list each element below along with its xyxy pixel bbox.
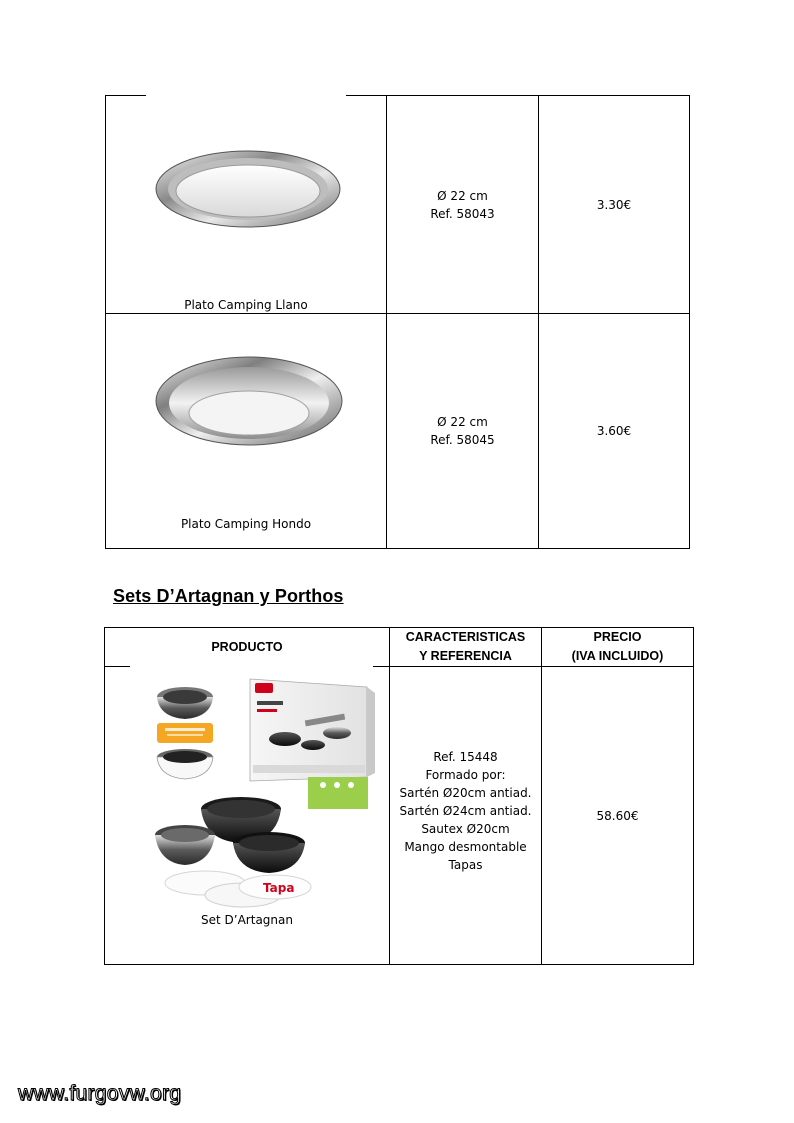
spec-cell — [390, 667, 542, 965]
price-text: 3.60€ — [596, 424, 632, 438]
product-cell — [105, 667, 390, 965]
size-text: Ø 22 cm — [437, 188, 488, 203]
spec-cell — [387, 96, 539, 314]
cookware-set-image — [145, 673, 375, 913]
image-overlap — [130, 665, 373, 668]
product-cell — [106, 96, 387, 314]
flat-plate-image — [152, 143, 352, 233]
reference-text: Ref. 58045 — [430, 433, 495, 447]
table-row — [106, 314, 690, 549]
table-row — [106, 96, 690, 314]
header-price-line1: PRECIO — [593, 630, 642, 644]
header-product-label: PRODUCTO — [211, 639, 283, 654]
section-title: Sets D’Artagnan y Porthos — [113, 586, 344, 606]
table-row — [105, 667, 694, 965]
spec-line: Sartén Ø24cm antiad. — [399, 803, 532, 818]
plates-table — [105, 95, 690, 549]
spec-line: Mango desmontable — [404, 839, 527, 854]
spec-line: Sartén Ø20cm antiad. — [399, 785, 532, 800]
header-price-line2: (IVA INCLUIDO) — [571, 649, 664, 663]
product-name: Set D’Artagnan — [201, 913, 293, 927]
header-features-line2: Y REFERENCIA — [419, 649, 512, 663]
deep-plate-image — [152, 351, 352, 461]
product-cell — [106, 314, 387, 549]
product-name: Plato Camping Hondo — [180, 517, 312, 531]
header-price — [542, 628, 694, 667]
spec-line: Formado por: — [425, 767, 506, 782]
spec-cell — [387, 314, 539, 549]
product-name: Plato Camping Llano — [184, 298, 308, 312]
box-brand-text: Tapa — [263, 881, 295, 895]
price-text: 3.30€ — [596, 197, 632, 212]
footer-site-link[interactable]: www.furgovw.org — [18, 1082, 182, 1105]
spec-line: Sautex Ø20cm — [421, 821, 510, 836]
header-features — [390, 628, 542, 667]
price-cell — [539, 314, 690, 549]
header-features-line1: CARACTERISTICAS — [405, 630, 526, 644]
price-cell — [542, 667, 694, 965]
header-row — [105, 628, 694, 667]
reference-text: Ref. 58043 — [430, 206, 495, 221]
size-text: Ø 22 cm — [437, 415, 488, 429]
spec-line: Tapas — [448, 857, 483, 872]
image-overlap — [146, 94, 346, 97]
spec-line: Ref. 15448 — [433, 749, 498, 764]
price-cell — [539, 96, 690, 314]
price-text: 58.60€ — [596, 808, 639, 823]
header-product — [105, 628, 390, 667]
sets-table — [104, 627, 694, 965]
